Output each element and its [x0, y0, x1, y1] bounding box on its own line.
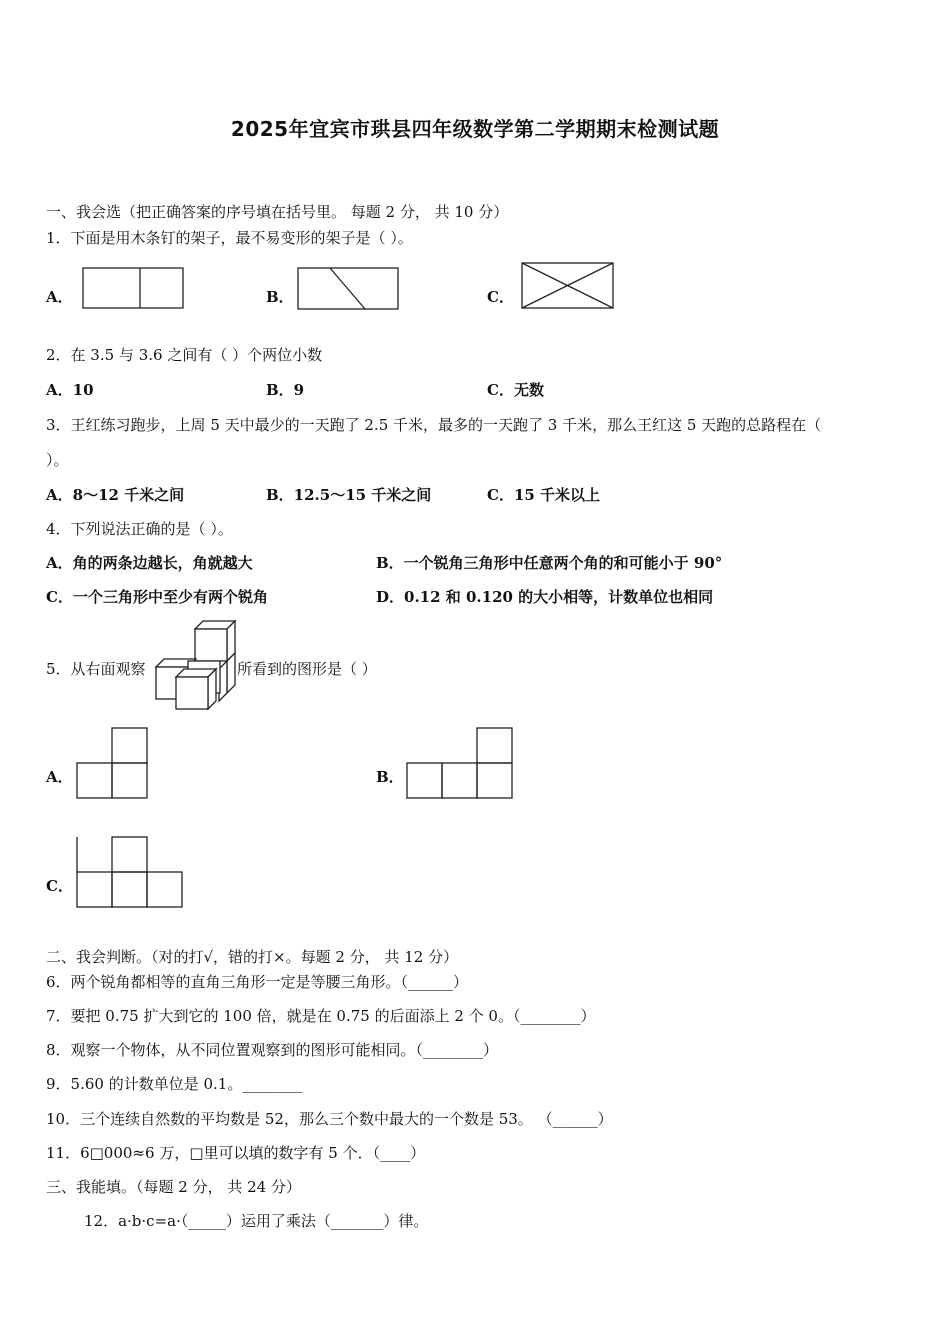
- q4-text: 4．下列说法正确的是（ ）。: [46, 520, 233, 538]
- q1-frame-a-figure: [82, 267, 184, 309]
- q1-option-b: B．: [266, 288, 294, 306]
- section2-heading: 二、我会判断。（对的打√，错的打×。每题 2 分， 共 12 分）: [46, 948, 459, 966]
- q3-text-line1: 3．王红练习跑步，上周 5 天中最少的一天跑了 2.5 千米，最多的一天跑了 3 千米，那么王红这 5 天跑的总路程在（: [46, 416, 822, 434]
- q4-option-c: C．一个三角形中至少有两个锐角: [46, 588, 268, 606]
- q10-statement: 10．三个连续自然数的平均数是 52，那么三个数中最大的一个数是 53。 （______）: [46, 1110, 613, 1128]
- q5-view-c-figure: [76, 836, 184, 908]
- q7-statement: 7．要把 0.75 扩大到它的 100 倍，就是在 0.75 的后面添上 2 个 0。（________）: [46, 1007, 596, 1025]
- q1-option-a: A．: [46, 288, 73, 306]
- q3-option-a: A．8～12 千米之间: [46, 486, 185, 504]
- q3-option-b: B．12.5～15 千米之间: [266, 486, 432, 504]
- q8-statement: 8．观察一个物体，从不同位置观察到的图形可能相同。（________）: [46, 1041, 499, 1059]
- q2-option-c: C．无数: [487, 381, 544, 399]
- q5-text-after: 所看到的图形是（ ）: [237, 660, 377, 678]
- q3-text-line2: ）。: [46, 451, 69, 469]
- q5-view-b-figure: [406, 727, 514, 799]
- q9-statement: 9．5.60 的计数单位是 0.1。________: [46, 1075, 303, 1093]
- q6-statement: 6．两个锐角都相等的直角三角形一定是等腰三角形。（______）: [46, 973, 469, 991]
- q5-option-b: B．: [376, 768, 404, 786]
- q4-option-d: D．0.12 和 0.120 的大小相等，计数单位也相同: [376, 588, 714, 606]
- q1-text: 1．下面是用木条钉的架子，最不易变形的架子是（ ）。: [46, 229, 413, 247]
- section3-heading: 三、我能填。（每题 2 分， 共 24 分）: [46, 1178, 301, 1196]
- q4-option-b: B．一个锐角三角形中任意两个角的和可能小于 90°: [376, 554, 723, 572]
- q5-view-a-figure: [76, 727, 148, 799]
- q5-text-before: 5．从右面观察: [46, 660, 146, 678]
- q1-frame-c-figure: [521, 262, 614, 309]
- q1-option-c: C．: [487, 288, 514, 306]
- q2-option-b: B．9: [266, 381, 305, 399]
- q1-frame-b-figure: [297, 267, 399, 310]
- q5-option-c: C．: [46, 877, 73, 895]
- q5-cube-stack-figure: [155, 619, 239, 713]
- q3-option-c: C．15 千米以上: [487, 486, 601, 504]
- q5-option-a: A．: [46, 768, 73, 786]
- q2-text: 2．在 3.5 与 3.6 之间有（ ）个两位小数: [46, 346, 323, 364]
- q2-option-a: A．10: [46, 381, 94, 399]
- q4-option-a: A．角的两条边越长，角就越大: [46, 554, 253, 572]
- section1-heading: 一、我会选（把正确答案的序号填在括号里。 每题 2 分， 共 10 分）: [46, 203, 509, 221]
- q12-text: 12．a·b·c=a·（_____）运用了乘法（_______）律。: [84, 1212, 429, 1230]
- page-title: 2025年宜宾市珙县四年级数学第二学期期末检测试题: [230, 117, 720, 141]
- q11-statement: 11．6□000≈6 万，□里可以填的数字有 5 个．（____）: [46, 1144, 426, 1162]
